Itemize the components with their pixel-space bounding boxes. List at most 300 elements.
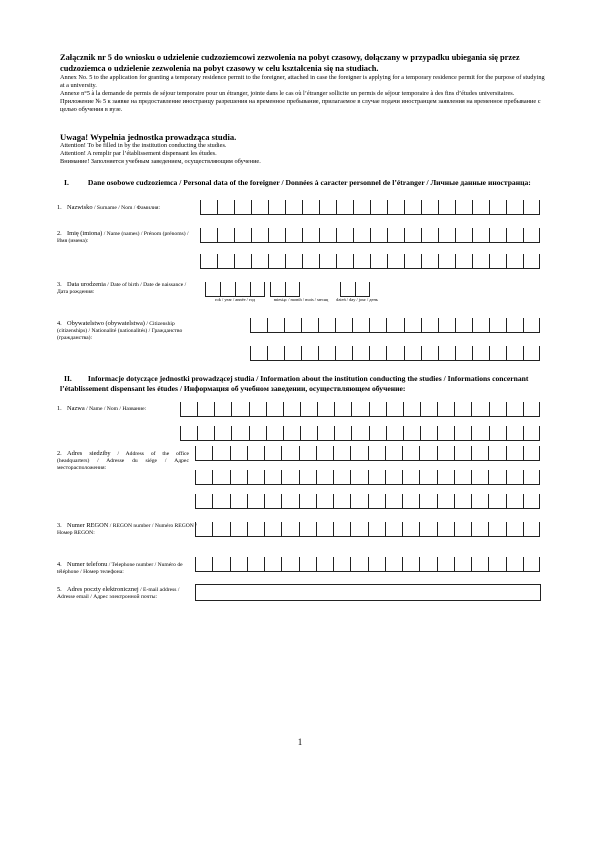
- box-divider: [250, 346, 251, 360]
- box-divider: [369, 346, 370, 360]
- box-divider: [454, 557, 455, 571]
- citizenship-input-row-2[interactable]: [250, 346, 540, 361]
- box-divider: [283, 426, 284, 440]
- box-divider: [284, 346, 285, 360]
- names-input-row-2[interactable]: [200, 254, 540, 269]
- box-divider: [355, 282, 356, 296]
- box-divider: [437, 446, 438, 460]
- box-divider: [234, 228, 235, 242]
- box-divider: [264, 522, 265, 536]
- box-divider: [281, 470, 282, 484]
- box-divider: [300, 426, 301, 440]
- dob-year-label: rok / year / année / год: [215, 297, 255, 302]
- dob-day-label: dzień / day / jour / день: [336, 297, 378, 302]
- box-divider: [385, 557, 386, 571]
- citizenship-input-row-1[interactable]: [250, 318, 540, 333]
- box-divider: [281, 494, 282, 508]
- section-1-number: I.: [64, 178, 69, 187]
- box-divider: [454, 470, 455, 484]
- box-divider: [488, 494, 489, 508]
- box-divider: [489, 346, 490, 360]
- box-divider: [335, 346, 336, 360]
- box-divider: [438, 228, 439, 242]
- box-divider: [299, 446, 300, 460]
- box-divider: [301, 346, 302, 360]
- dob-year-input[interactable]: [205, 282, 265, 297]
- box-divider: [421, 200, 422, 214]
- box-divider: [212, 522, 213, 536]
- attention-en: Attention! To be filled in by the institution conducting the studies.: [60, 142, 227, 149]
- box-divider: [471, 522, 472, 536]
- attention-block: [60, 132, 540, 166]
- box-divider: [319, 254, 320, 268]
- box-divider: [247, 557, 248, 571]
- box-divider: [421, 254, 422, 268]
- box-divider: [454, 494, 455, 508]
- box-divider: [539, 470, 540, 484]
- box-divider: [369, 282, 370, 296]
- box-divider: [350, 470, 351, 484]
- box-divider: [523, 318, 524, 332]
- box-divider: [195, 470, 196, 484]
- box-divider: [523, 200, 524, 214]
- box-divider: [488, 446, 489, 460]
- box-divider: [251, 228, 252, 242]
- box-divider: [299, 282, 300, 296]
- box-divider: [302, 254, 303, 268]
- box-divider: [506, 254, 507, 268]
- box-divider: [523, 254, 524, 268]
- box-divider: [402, 557, 403, 571]
- box-divider: [301, 318, 302, 332]
- dob-month-label: miesiąc / month / mois / месяц: [273, 297, 329, 302]
- box-divider: [455, 228, 456, 242]
- box-divider: [264, 557, 265, 571]
- box-divider: [438, 346, 439, 360]
- box-divider: [488, 470, 489, 484]
- box-divider: [333, 557, 334, 571]
- box-divider: [385, 522, 386, 536]
- box-divider: [523, 522, 524, 536]
- box-divider: [267, 318, 268, 332]
- box-divider: [437, 470, 438, 484]
- box-divider: [437, 557, 438, 571]
- box-divider: [455, 318, 456, 332]
- box-divider: [539, 402, 540, 416]
- box-divider: [539, 228, 540, 242]
- box-divider: [523, 426, 524, 440]
- label-institution-address: 2. Adres siedziby / Address of the office (headquarters) / Adresse du siége / Адрес месторасположения:: [57, 450, 189, 472]
- box-divider: [506, 346, 507, 360]
- dob-day-input[interactable]: [340, 282, 370, 297]
- box-divider: [472, 318, 473, 332]
- annex-note-ru: Приложение № 5 к заявке на предоставление иностранцу разрешения на временное пребывание, прилагаемое в случае подачи иностранцем заявления на временное пребывание с целью обучения в вузе.: [60, 98, 541, 113]
- box-divider: [419, 522, 420, 536]
- box-divider: [438, 200, 439, 214]
- section-1-title: [60, 178, 540, 188]
- box-divider: [489, 402, 490, 416]
- box-divider: [319, 200, 320, 214]
- box-divider: [489, 426, 490, 440]
- box-divider: [353, 200, 354, 214]
- box-divider: [471, 557, 472, 571]
- box-divider: [220, 282, 221, 296]
- box-divider: [336, 254, 337, 268]
- box-divider: [369, 402, 370, 416]
- box-divider: [419, 494, 420, 508]
- box-divider: [489, 200, 490, 214]
- box-divider: [437, 522, 438, 536]
- annex-note-en: Annex No. 5 to the application for granting a temporary residence permit to the foreigner, attached in case the foreigner is applying for a temporary residence permit for the purpose of studying at a university.: [60, 74, 545, 89]
- box-divider: [385, 470, 386, 484]
- page-number: 1: [297, 737, 303, 747]
- box-divider: [268, 200, 269, 214]
- box-divider: [539, 200, 540, 214]
- box-divider: [387, 200, 388, 214]
- box-divider: [370, 228, 371, 242]
- box-divider: [404, 228, 405, 242]
- box-divider: [266, 402, 267, 416]
- box-divider: [421, 318, 422, 332]
- box-divider: [489, 228, 490, 242]
- box-divider: [385, 494, 386, 508]
- box-divider: [472, 200, 473, 214]
- box-divider: [437, 494, 438, 508]
- box-divider: [212, 557, 213, 571]
- box-divider: [368, 557, 369, 571]
- attention-title: Uwaga! Wypełnia jednostka prowadząca studia.: [60, 132, 237, 142]
- box-divider: [230, 557, 231, 571]
- box-divider: [316, 470, 317, 484]
- box-divider: [195, 557, 196, 571]
- label-date-of-birth: 3. Data urodzenia / Date of birth / Date de naissance / Дата рождения:: [57, 281, 187, 296]
- dob-month-input[interactable]: [270, 282, 300, 297]
- label-phone: 4. Numer telefonu / Telephone number / Numéro de téléphone / Номер телефона:: [57, 561, 183, 576]
- box-divider: [234, 254, 235, 268]
- institution-name-input-row-1[interactable]: [180, 402, 540, 417]
- box-divider: [195, 494, 196, 508]
- label-names: 2. Imię (imiona) / Name (names) / Prénom (prénoms) / Имя (имена):: [57, 230, 189, 245]
- box-divider: [523, 228, 524, 242]
- box-divider: [506, 200, 507, 214]
- box-divider: [285, 282, 286, 296]
- box-divider: [523, 346, 524, 360]
- box-divider: [285, 200, 286, 214]
- box-divider: [247, 494, 248, 508]
- box-divider: [353, 254, 354, 268]
- box-divider: [472, 346, 473, 360]
- box-divider: [195, 446, 196, 460]
- box-divider: [285, 228, 286, 242]
- regon-input[interactable]: [195, 522, 540, 537]
- box-divider: [235, 282, 236, 296]
- box-divider: [268, 254, 269, 268]
- box-divider: [471, 494, 472, 508]
- box-divider: [231, 402, 232, 416]
- box-divider: [455, 200, 456, 214]
- box-divider: [250, 318, 251, 332]
- box-divider: [302, 200, 303, 214]
- box-divider: [489, 254, 490, 268]
- box-divider: [333, 470, 334, 484]
- attention-fr: Attention! A remplir par l’établissement dispensant les études.: [60, 150, 217, 157]
- box-divider: [197, 402, 198, 416]
- box-divider: [334, 402, 335, 416]
- box-divider: [404, 254, 405, 268]
- box-divider: [351, 402, 352, 416]
- box-divider: [340, 282, 341, 296]
- box-divider: [539, 254, 540, 268]
- box-divider: [539, 522, 540, 536]
- box-divider: [386, 402, 387, 416]
- box-divider: [352, 318, 353, 332]
- institution-name-input-row-2[interactable]: [180, 426, 540, 441]
- box-divider: [264, 446, 265, 460]
- box-divider: [402, 522, 403, 536]
- box-divider: [285, 254, 286, 268]
- box-divider: [506, 318, 507, 332]
- box-divider: [266, 426, 267, 440]
- box-divider: [180, 402, 181, 416]
- box-divider: [302, 228, 303, 242]
- box-divider: [231, 426, 232, 440]
- label-regon: 3. Numer REGON / REGON number / Numéro REGON / Номер REGON:: [57, 522, 197, 537]
- box-divider: [247, 470, 248, 484]
- label-surname: 1. Nazwisko / Surname / Nom / Фамилия:: [57, 204, 161, 211]
- box-divider: [251, 254, 252, 268]
- box-divider: [506, 402, 507, 416]
- phone-input[interactable]: [195, 557, 540, 572]
- box-divider: [200, 254, 201, 268]
- box-divider: [420, 426, 421, 440]
- box-divider: [299, 557, 300, 571]
- surname-input[interactable]: [200, 200, 540, 215]
- box-divider: [217, 200, 218, 214]
- box-divider: [402, 470, 403, 484]
- box-divider: [539, 346, 540, 360]
- box-divider: [402, 494, 403, 508]
- box-divider: [316, 522, 317, 536]
- box-divider: [386, 318, 387, 332]
- box-divider: [506, 557, 507, 571]
- box-divider: [234, 200, 235, 214]
- box-divider: [438, 254, 439, 268]
- box-divider: [506, 470, 507, 484]
- box-divider: [197, 426, 198, 440]
- box-divider: [539, 446, 540, 460]
- box-divider: [506, 446, 507, 460]
- box-divider: [195, 522, 196, 536]
- box-divider: [281, 557, 282, 571]
- box-divider: [283, 402, 284, 416]
- box-divider: [350, 557, 351, 571]
- label-citizenship: 4. Obywatelstwo (obywatelstwa) / Citizenship (citizenships) / Nationalité (nationalités) / Гражданство (гражданства):: [57, 320, 183, 342]
- box-divider: [437, 402, 438, 416]
- label-email: 5. Adres poczty elektronicznej / E-mail address / Adresse email / Адрес электронной почты:: [57, 586, 180, 601]
- box-divider: [284, 318, 285, 332]
- box-divider: [489, 318, 490, 332]
- box-divider: [369, 426, 370, 440]
- box-divider: [370, 200, 371, 214]
- box-divider: [281, 522, 282, 536]
- box-divider: [506, 522, 507, 536]
- box-divider: [368, 446, 369, 460]
- box-divider: [438, 318, 439, 332]
- box-divider: [419, 470, 420, 484]
- box-divider: [506, 494, 507, 508]
- box-divider: [368, 522, 369, 536]
- box-divider: [471, 446, 472, 460]
- section-2-title: [60, 374, 540, 394]
- box-divider: [506, 228, 507, 242]
- box-divider: [454, 446, 455, 460]
- section-2-number: II.: [64, 374, 72, 383]
- box-divider: [472, 254, 473, 268]
- box-divider: [264, 282, 265, 296]
- box-divider: [318, 346, 319, 360]
- box-divider: [455, 346, 456, 360]
- box-divider: [200, 228, 201, 242]
- box-divider: [471, 426, 472, 440]
- box-divider: [419, 557, 420, 571]
- email-input[interactable]: [195, 584, 541, 601]
- box-divider: [488, 522, 489, 536]
- box-divider: [369, 318, 370, 332]
- box-divider: [454, 426, 455, 440]
- box-divider: [368, 470, 369, 484]
- box-divider: [350, 494, 351, 508]
- box-divider: [212, 470, 213, 484]
- box-divider: [350, 446, 351, 460]
- box-divider: [333, 446, 334, 460]
- box-divider: [370, 254, 371, 268]
- box-divider: [336, 200, 337, 214]
- box-divider: [268, 228, 269, 242]
- box-divider: [317, 426, 318, 440]
- section-1-heading: Dane osobowe cudzoziemca / Personal data of the foreigner / Données à caracter personnel de l’étranger / Личные данные иностранца:: [87, 178, 531, 187]
- box-divider: [247, 522, 248, 536]
- box-divider: [217, 254, 218, 268]
- box-divider: [267, 346, 268, 360]
- box-divider: [539, 494, 540, 508]
- annex-title: Załącznik nr 5 do wniosku o udzielenie cudzoziemcowi zezwolenia na pobyt czasowy, dołączany w przypadku ubiegania się przez cudzoziemca o udzielenie zezwolenia na pobyt czasowy w celu kształcenia się na studiach.: [60, 53, 520, 73]
- box-divider: [250, 282, 251, 296]
- document-header: [60, 52, 546, 114]
- box-divider: [386, 346, 387, 360]
- institution-address-input-row-1[interactable]: [195, 446, 540, 461]
- box-divider: [299, 470, 300, 484]
- box-divider: [333, 494, 334, 508]
- box-divider: [402, 446, 403, 460]
- box-divider: [419, 446, 420, 460]
- box-divider: [316, 557, 317, 571]
- box-divider: [403, 402, 404, 416]
- box-divider: [353, 228, 354, 242]
- box-divider: [230, 446, 231, 460]
- box-divider: [387, 228, 388, 242]
- box-divider: [317, 402, 318, 416]
- box-divider: [471, 470, 472, 484]
- box-divider: [472, 228, 473, 242]
- box-divider: [404, 346, 405, 360]
- attention-ru: Внимание! Заполняется учебным заведением, осуществляющим обучение.: [60, 158, 261, 165]
- box-divider: [251, 200, 252, 214]
- box-divider: [212, 494, 213, 508]
- box-divider: [539, 426, 540, 440]
- box-divider: [334, 426, 335, 440]
- box-divider: [523, 470, 524, 484]
- box-divider: [421, 228, 422, 242]
- box-divider: [539, 557, 540, 571]
- box-divider: [403, 426, 404, 440]
- box-divider: [506, 426, 507, 440]
- box-divider: [404, 200, 405, 214]
- box-divider: [350, 522, 351, 536]
- box-divider: [335, 318, 336, 332]
- box-divider: [387, 254, 388, 268]
- box-divider: [212, 446, 213, 460]
- box-divider: [299, 522, 300, 536]
- box-divider: [421, 346, 422, 360]
- box-divider: [385, 446, 386, 460]
- box-divider: [200, 200, 201, 214]
- box-divider: [230, 494, 231, 508]
- box-divider: [455, 254, 456, 268]
- box-divider: [404, 318, 405, 332]
- box-divider: [351, 426, 352, 440]
- box-divider: [319, 228, 320, 242]
- box-divider: [230, 522, 231, 536]
- box-divider: [299, 494, 300, 508]
- box-divider: [230, 470, 231, 484]
- box-divider: [318, 318, 319, 332]
- box-divider: [270, 282, 271, 296]
- box-divider: [300, 402, 301, 416]
- box-divider: [249, 402, 250, 416]
- box-divider: [386, 426, 387, 440]
- box-divider: [523, 557, 524, 571]
- box-divider: [214, 426, 215, 440]
- label-institution-name: 1. Nazwa / Name / Nom / Название:: [57, 405, 147, 412]
- box-divider: [217, 228, 218, 242]
- box-divider: [247, 446, 248, 460]
- box-divider: [523, 446, 524, 460]
- box-divider: [180, 426, 181, 440]
- box-divider: [523, 494, 524, 508]
- institution-address-input-row-3[interactable]: [195, 494, 540, 509]
- box-divider: [523, 402, 524, 416]
- box-divider: [437, 426, 438, 440]
- section-2-heading: Informacje dotyczące jednostki prowadzącej studia / Information about the institution conducting the studies / Informations concernant l’établissement dispensant les études / Информация об учебном заведении, осуществляющем обучение:: [60, 374, 529, 393]
- box-divider: [539, 318, 540, 332]
- box-divider: [316, 446, 317, 460]
- box-divider: [264, 470, 265, 484]
- box-divider: [420, 402, 421, 416]
- box-divider: [336, 228, 337, 242]
- box-divider: [205, 282, 206, 296]
- institution-address-input-row-2[interactable]: [195, 470, 540, 485]
- box-divider: [333, 522, 334, 536]
- names-input-row-1[interactable]: [200, 228, 540, 243]
- box-divider: [454, 522, 455, 536]
- box-divider: [488, 557, 489, 571]
- box-divider: [454, 402, 455, 416]
- box-divider: [471, 402, 472, 416]
- box-divider: [281, 446, 282, 460]
- box-divider: [316, 494, 317, 508]
- box-divider: [368, 494, 369, 508]
- box-divider: [214, 402, 215, 416]
